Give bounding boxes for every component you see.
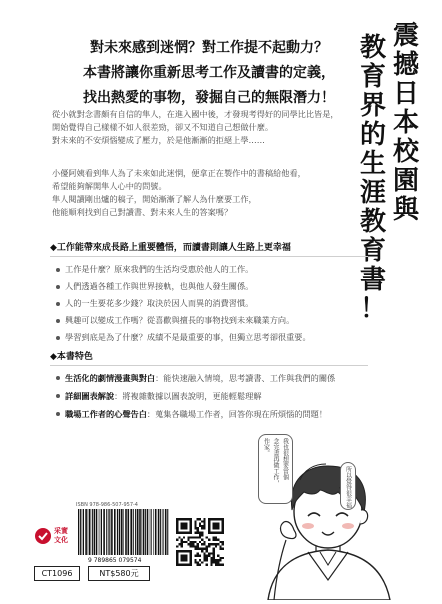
isbn-text: ISBN 978-986-507-957-4 xyxy=(76,502,138,508)
vertical-title-char: 教 xyxy=(360,33,387,63)
section-divider xyxy=(50,365,368,366)
speech-bubble-1: 我也很想要當個 念完書再做工作， 作家。 xyxy=(258,434,293,504)
list-item: 學習到底是為了什麼？成績不是最重要的事，但獨立思考卻很重要。 xyxy=(56,329,376,346)
vertical-title-char: 園 xyxy=(393,166,420,196)
speech-bubble-2: 所以覺得很幸福 xyxy=(340,462,356,510)
list-item: 人們透過各種工作與世界接軌，也與他人發生關係。 xyxy=(56,278,376,295)
headline-line-1: 對未來感到迷惘？對工作提不起動力？ xyxy=(90,40,328,56)
vertical-title-char: 震 xyxy=(393,21,420,51)
publisher-logo-icon xyxy=(34,527,52,545)
bullet-icon xyxy=(56,394,60,398)
price-label: NT$580元 xyxy=(88,566,150,581)
bullet-icon xyxy=(56,376,60,380)
vertical-title-char: ！ xyxy=(360,294,387,324)
bullet-icon xyxy=(56,268,60,272)
intro-p1-line: 開始覺得自己樣樣不如人很差勁，卻又不知道自己想做什麼。 xyxy=(52,122,274,132)
vertical-title-col-1 xyxy=(393,22,419,225)
barcode-digits: 9 789865 079574 xyxy=(88,557,142,564)
feature-item: 生活化的劇情漫畫與對白 ：能快速融入情境，思考讀書、工作與我們的關係 xyxy=(56,369,386,387)
vertical-title-char: 涯 xyxy=(360,178,387,208)
headline xyxy=(44,36,374,111)
vertical-title-char: 撼 xyxy=(393,50,420,80)
boy-illustration xyxy=(228,440,442,604)
intro-p2-line: 小優阿姨看到隼人為了未來如此迷惘，便拿正在製作中的書稿給他看， xyxy=(52,168,306,178)
vertical-title-char: 校 xyxy=(393,137,420,167)
intro-p2-line: 隼人閱讀剛出爐的稿子，開始漸漸了解人為什麼要工作， xyxy=(52,194,257,204)
intro-paragraph-2 xyxy=(52,167,377,219)
headline-line-2: 本書將讓你重新思考工作及讀書的定義， xyxy=(83,65,335,81)
bullet-icon xyxy=(56,319,60,323)
bullet-icon xyxy=(56,302,60,306)
intro-p1-line: 從小就對念書頗有自信的隼人，在進入國中後，才發現考得好的同學比比皆是， xyxy=(52,109,339,119)
vertical-title-char: 生 xyxy=(360,149,387,179)
feature-item: 詳細圖表解說 ：將複雜數據以圖表說明，更能輕鬆理解 xyxy=(56,387,386,405)
vertical-title-char: 與 xyxy=(393,195,420,225)
bullet-icon xyxy=(56,412,60,416)
list-item: 工作是什麼？原來我們的生活均受惠於他人的工作。 xyxy=(56,261,376,278)
publisher-name: 采實文化 xyxy=(54,527,68,544)
vertical-title-char: 本 xyxy=(393,108,420,138)
section-title-growth: ◆工作能帶來成長路上重要體悟，而讀書則讓人生路上更幸福 xyxy=(50,243,291,253)
intro-p2-line: 希望能夠解開隼人心中的問號。 xyxy=(52,181,167,191)
publisher-logo xyxy=(34,527,80,561)
section-divider xyxy=(50,256,368,257)
growth-list xyxy=(56,261,376,346)
vertical-title-char: 日 xyxy=(393,79,420,109)
headline-line-3: 找出熱愛的事物，發掘自己的無限潛力！ xyxy=(83,90,335,106)
intro-paragraph-1 xyxy=(52,108,377,147)
features-list xyxy=(56,369,386,423)
intro-p2-line: 他能順利找到自己對讀書、對未來人生的答案嗎？ xyxy=(52,207,233,217)
product-code: CT1096 xyxy=(34,566,80,581)
intro-p1-line: 對未來的不安煩惱變成了壓力，於是他漸漸的拒絕上學…… xyxy=(52,135,265,145)
list-item: 興趣可以變成工作嗎？從喜歡與擅長的事物找到未來職業方向。 xyxy=(56,312,376,329)
bullet-icon xyxy=(56,285,60,289)
section-title-features: ◆本書特色 xyxy=(50,352,93,362)
feature-item: 職場工作者的心聲告白 ：蒐集各職場工作者，回答你現在所煩惱的問題！ xyxy=(56,405,386,423)
vertical-title-char: 育 xyxy=(360,236,387,266)
list-item: 人的一生要花多少錢？取決於因人而異的消費習慣。 xyxy=(56,295,376,312)
bullet-icon xyxy=(56,336,60,340)
qr-code xyxy=(176,518,224,566)
vertical-title-char: 的 xyxy=(360,120,387,150)
vertical-title-char: 書 xyxy=(360,265,387,295)
vertical-title-char: 教 xyxy=(360,207,387,237)
vertical-title-char: 界 xyxy=(360,91,387,121)
vertical-title-char: 育 xyxy=(360,62,387,92)
